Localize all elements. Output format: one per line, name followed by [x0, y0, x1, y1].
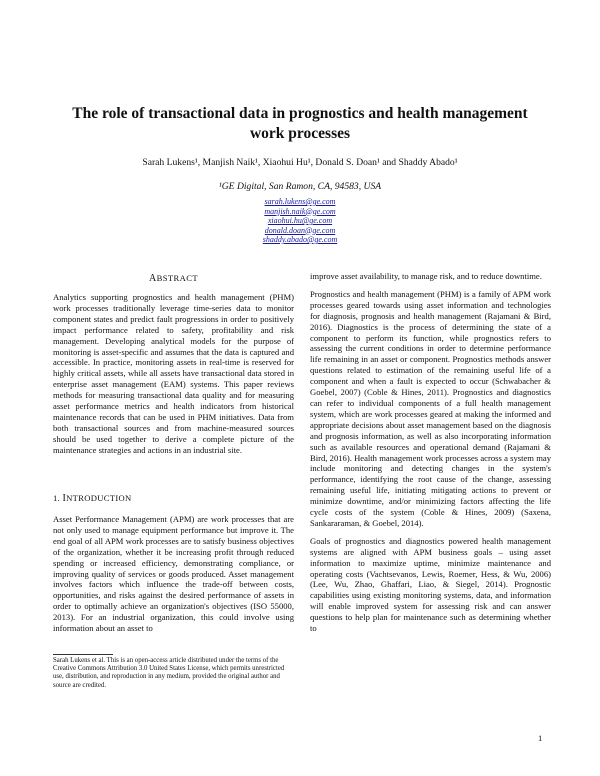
email-link[interactable]: shaddy.abado@ge.com	[262, 235, 338, 244]
paper-title-line-1: The role of transactional data in prognostics and health management	[72, 105, 528, 122]
introduction-text-right	[310, 271, 551, 634]
author-list: Sarah Lukens¹, Manjish Naik¹, Xiaohui Hu¹, Donald S. Doan¹ and Shaddy Abado¹	[142, 157, 458, 168]
paper-title	[40, 104, 560, 144]
introduction-heading-number: 1.	[53, 493, 63, 503]
email-list	[200, 197, 400, 245]
introduction-paragraph-2: Prognostics and health management (PHM) is a family of APM work processes geared towards using asset information and technologies for diagnosis, prognosis and health management (Rajamani & Bird, 2016). Diagnostics is the process of determining the state of a component to perform its function, while prognostics refers to assessing the current conditions in order to determine performance life remaining in an asset or component. Prognostics methods answer questions related to estimation of the remaining useful life of a component and when a fault is expected to occur (Schwabacher & Goebel, 2007) (Coble & Hines, 2011). Prognostics and diagnostics can refer to individual components of a full health management system, which are work processes geared at making the informed and appropriate decisions about asset management based on the diagnosis and prognosis information, as well as also incorporating information such as available resources and operational demand (Rajamani & Bird, 2016). Health management work processes across a system may include monitoring and detecting changes in the system's performance, identifying the root cause of the change, assessing remaining useful life, initiating mitigating actions to prevent or minimize downtime, and/or minimizing factors affecting the life cycle costs of the system (Coble & Hines, 2009) (Saxena, Sankararaman, & Goebel, 2014).	[310, 288, 551, 528]
email-link[interactable]: xiaohui.hu@ge.com	[267, 216, 333, 225]
abstract-text-block	[53, 292, 294, 456]
abstract-heading-initial: A	[148, 273, 157, 284]
introduction-heading-rest: NTRODUCTION	[66, 493, 132, 503]
abstract-heading-rest: BSTRACT	[156, 273, 199, 283]
email-link[interactable]: manjish.naik@ge.com	[264, 206, 336, 216]
affiliation: ¹GE Digital, San Ramon, CA, 94583, USA	[218, 181, 382, 192]
license-footnote: Sarah Lukens et al. This is an open-access article distributed under the terms of the Creative Commons Attribution 3.0 United States License, which permits unrestricted use, distribution, and reproduction in any medium, provided the original author and source are credited.	[53, 657, 285, 689]
footnote-divider	[53, 654, 113, 655]
introduction-text-left	[53, 514, 294, 634]
introduction-heading-initial: I	[62, 493, 67, 504]
paper-title-line-2: work processes	[249, 125, 351, 142]
email-link[interactable]: sarah.lukens@ge.com	[264, 197, 336, 206]
abstract-heading	[53, 273, 294, 284]
introduction-paragraph-3: Goals of prognostics and diagnostics powered health management systems are aligned with APM business goals – using asset information to maximize uptime, minimize maintenance and operating costs (Vachtsevanos, Lewis, Roemer, Hess, & Wu, 2006) (Lee, Wu, Zhao, Ghaffari, Liao, & Siegel, 2014). Prognostic capabilities using existing monitoring systems, data, and information will enable improved system for assessing risk and can answer questions to help plan for maintenance such as determining whether to	[310, 535, 551, 634]
abstract-paragraph: Analytics supporting prognostics and health management (PHM) work processes traditionally leverage time-series data to monitor component states and predict fault progressions in order to positively impact performance related to safety, profitability and risk management. Developing analytical models for the purpose of monitoring is asset-specific and assumes that the data is captured and accessible. In practice, monitoring assets in real-time is reserved for highly critical assets, while all assets have transactional data stored in enterprise asset management (EAM) systems. This paper reviews methods for measuring transactional data quality and for measuring asset performance metrics and health indicators from historical maintenance records that can be used in PHM initiatives. Data from both transactional sources and from machine-measured sources should be used together to derive a complete picture of the maintenance strategies and actions in an industrial site.	[53, 292, 294, 455]
email-link[interactable]: donald.doan@ge.com	[264, 225, 336, 235]
introduction-paragraph-1-left: Asset Performance Management (APM) are work processes that are not only used to manage equipment performance but improve it. The end goal of all APM work processes are to satisfy business objectives of the organization, whether it be increasing profit through reduced spending or increased efficiency, demonstrating compliance, or improving quality of services or goods produced. Asset management involves factors which influence the trade-off between costs, opportunities, and risks against the desired performance of assets in order to optimally achieve an organization's objectives (ISO 55000, 2013). For an industrial organization, this could involve using information about an asset to	[53, 514, 294, 634]
page-number: 1	[538, 733, 543, 743]
introduction-paragraph-1-right: improve asset availability, to manage risk, and to reduce downtime.	[310, 271, 542, 281]
introduction-heading	[53, 493, 132, 504]
